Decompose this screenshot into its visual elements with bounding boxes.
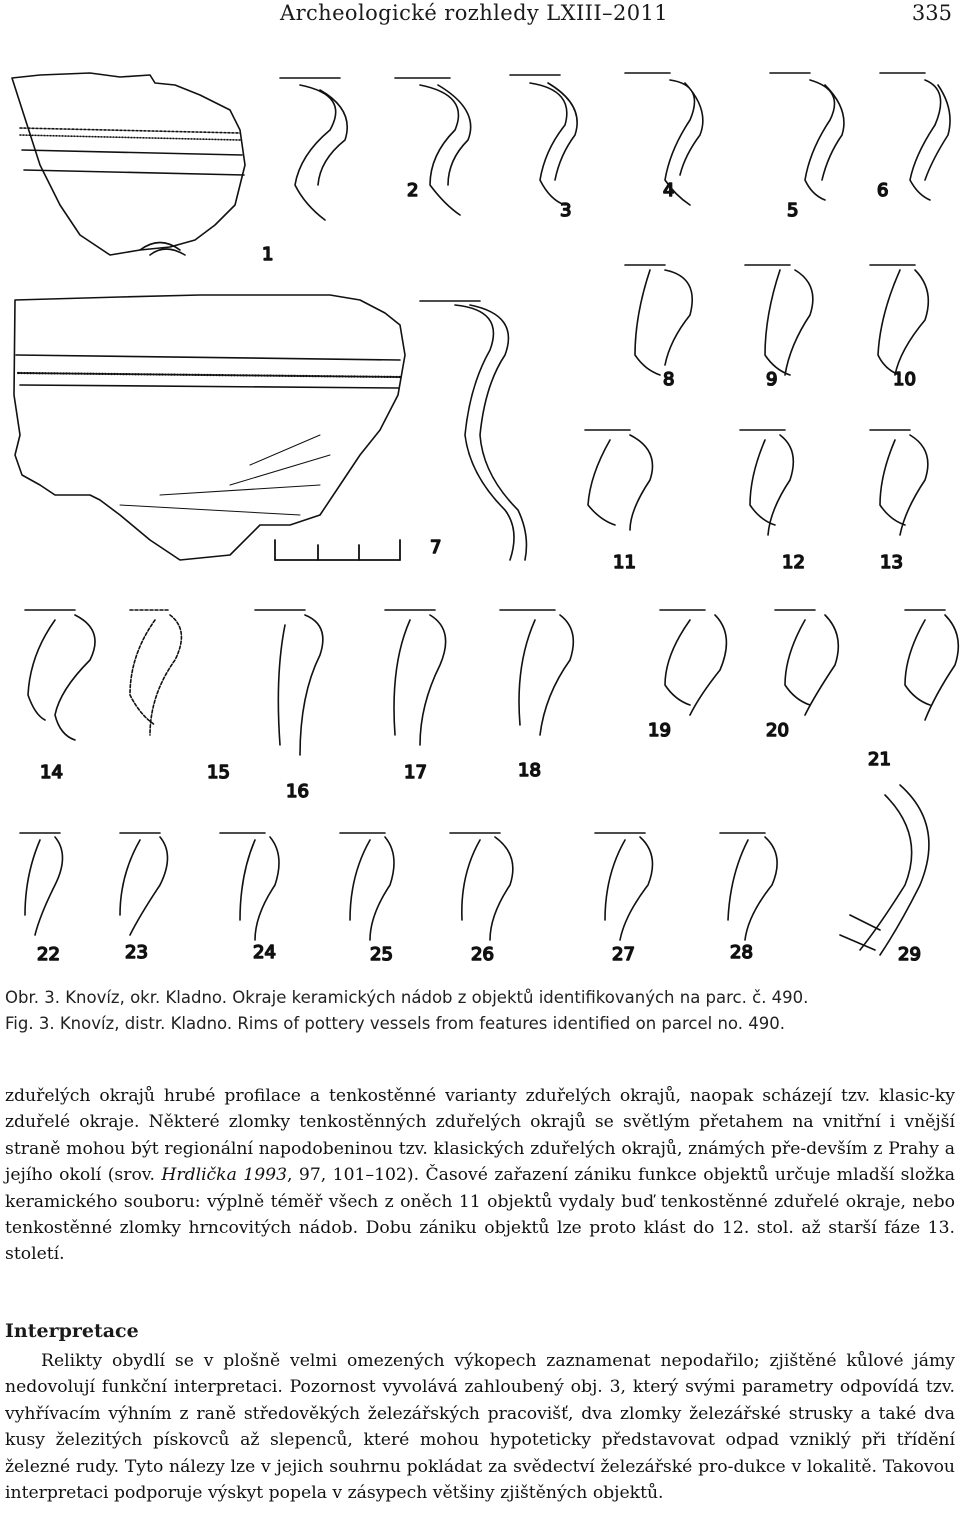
fig-label-4: 4	[663, 180, 675, 201]
fig-label-7: 7	[430, 537, 442, 558]
rim-profiles-row3	[585, 430, 928, 535]
fig-label-1: 1	[262, 244, 274, 265]
fig-label-25: 25	[370, 944, 393, 965]
figure-caption-czech: Obr. 3. Knovíz, okr. Kladno. Okraje keramických nádob z objektů identifikovaných na parc. č. 490.	[5, 988, 809, 1007]
fig-label-8: 8	[663, 369, 675, 390]
fig-label-22: 22	[37, 944, 60, 965]
profile-7	[455, 305, 526, 560]
citation-hrdlicka: Hrdlička 1993	[161, 1165, 288, 1186]
fig-label-9: 9	[766, 369, 778, 390]
fig-label-13: 13	[880, 552, 903, 573]
pottery-rims-figure	[0, 55, 960, 985]
body-paragraph-1	[5, 1083, 955, 1268]
fig-label-24: 24	[253, 942, 276, 963]
rim-profiles-row1	[280, 73, 950, 220]
fig-label-20: 20	[766, 720, 789, 741]
drawing-7	[14, 295, 405, 560]
drawing-1	[12, 73, 245, 255]
fig-label-11: 11	[613, 552, 636, 573]
section-heading: Interpretace	[5, 1320, 139, 1342]
page-header	[0, 0, 960, 30]
rim-profiles-row2	[625, 265, 928, 375]
fig-label-10: 10	[893, 369, 916, 390]
rim-profiles-row4	[25, 610, 958, 755]
fig-label-5: 5	[787, 200, 799, 221]
fig-label-12: 12	[782, 552, 805, 573]
fig-label-2: 2	[407, 180, 419, 201]
fig-label-17: 17	[404, 762, 427, 783]
body-paragraph-2	[5, 1348, 955, 1506]
fig-label-14: 14	[40, 762, 63, 783]
para2-text: Relikty obydlí se v plošně velmi omezených výkopech zaznamenat nepodařilo; zjištěné kůlové jámy nedovolují funkční interpretaci. Pozornost vyvolává zahloubený obj. 3, který svými parametry odpovídá tzv. vyhřívacím výhním z raně středověkých železářských pracovišť, dva zlomky železářské strusky a také dva kusy železitých pískovců až slepenců, které mohou hypoteticky představovat odpad vzniklý při třídění železné rudy. Tyto nálezy lze v jejich souhrnu pokládat za svědectví železářské pro-dukce v lokalitě. Takovou interpretaci podporuje výskyt popela v zásypech většiny zjištěných objektů.	[5, 1351, 955, 1504]
fig-label-6: 6	[877, 180, 889, 201]
fig-label-19: 19	[648, 720, 671, 741]
fig-label-29: 29	[898, 944, 921, 965]
para1-text-a: zduřelých okrajů hrubé profilace a tenkostěnné varianty zduřelých okrajů, naopak scházejí tzv. klasic-ky zduřelé okraje. Některé zlomky tenkostěnných zduřelých okrajů se světlým přetahem na vnitřní i vnější straně mohou být regionální napodobeninou tzv. klasických zduřelých okrajů, známých pře-devším z Prahy a jejího okolí (srov.	[5, 1086, 955, 1186]
fig-label-26: 26	[471, 944, 494, 965]
scale-bar	[275, 540, 400, 560]
fig-label-3: 3	[560, 200, 572, 221]
para1-text-b: , 97, 101–102). Časové zařazení zániku funkce objektů určuje mladší složka keramického souboru: výplně téměř všech z oněch 11 objektů vydaly buď tenkostěnné zduřelé okraje, nebo tenkostěnné zlomky hrncovitých nádob. Dobu zániku objektů lze proto klást do 12. stol. až starší fáze 13. století.	[5, 1165, 955, 1265]
fig-label-28: 28	[730, 942, 753, 963]
fig-label-18: 18	[518, 760, 541, 781]
figure-caption-english: Fig. 3. Knovíz, distr. Kladno. Rims of pottery vessels from features identified on parcel no. 490.	[5, 1014, 785, 1033]
page-number: 335	[911, 1, 952, 25]
fig-label-15: 15	[207, 762, 230, 783]
journal-title: Archeologické rozhledy LXIII–2011	[280, 1, 668, 25]
fig-label-16: 16	[286, 781, 309, 802]
fig-label-23: 23	[125, 942, 148, 963]
fig-label-27: 27	[612, 944, 635, 965]
rim-profiles-row5	[20, 785, 929, 955]
fig-label-21: 21	[868, 749, 891, 770]
